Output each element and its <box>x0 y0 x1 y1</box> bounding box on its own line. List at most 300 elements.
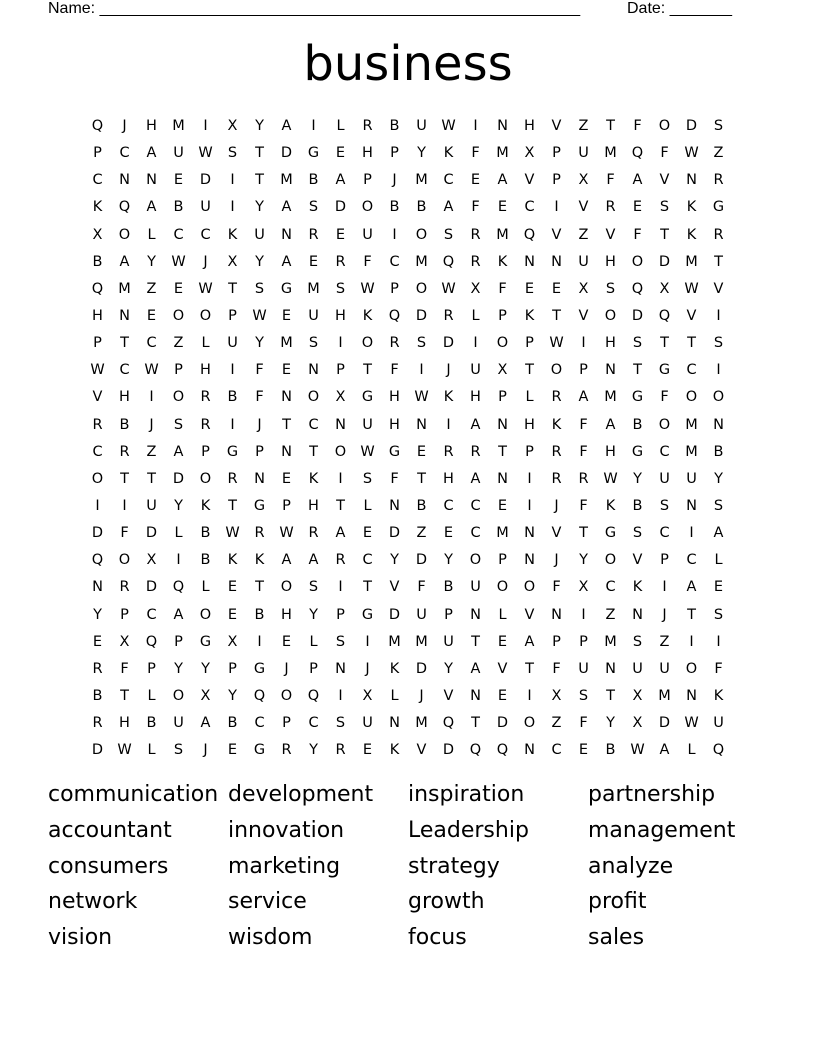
grid-letter: B <box>227 389 238 406</box>
grid-letter: A <box>335 525 346 542</box>
grid-letter: R <box>470 226 481 243</box>
grid-letter: T <box>147 470 156 487</box>
grid-letter: J <box>554 552 559 569</box>
grid-letter: R <box>308 226 319 243</box>
grid-letter: N <box>524 742 535 759</box>
word-list-item: service <box>228 889 307 915</box>
grid-letter: I <box>230 362 235 379</box>
grid-letter: N <box>524 525 535 542</box>
grid-letter: I <box>338 687 343 704</box>
grid-letter: M <box>496 525 509 542</box>
grid-letter: X <box>227 633 238 650</box>
grid-letter: D <box>496 715 509 732</box>
grid-letter: O <box>658 118 671 134</box>
grid-letter: A <box>281 552 292 569</box>
grid-letter: A <box>335 172 346 189</box>
grid-letter: O <box>118 552 131 569</box>
word-list-item: partnership <box>588 782 716 807</box>
grid-letter: E <box>227 606 238 623</box>
grid-letter: O <box>415 280 428 297</box>
grid-letter: K <box>632 579 643 596</box>
grid-letter: L <box>525 389 534 406</box>
word-list-item: marketing <box>228 853 341 879</box>
grid-letter: F <box>471 199 480 216</box>
grid-letter: N <box>497 470 508 487</box>
grid-letter: M <box>280 335 293 352</box>
grid-letter: R <box>335 253 346 270</box>
grid-letter: K <box>443 389 454 406</box>
grid-letter: T <box>255 145 264 162</box>
grid-letter: N <box>281 389 292 406</box>
grid-letter: V <box>551 525 562 542</box>
grid-letter: E <box>497 497 508 514</box>
grid-letter: U <box>308 307 319 324</box>
grid-letter: P <box>282 497 291 514</box>
grid-letter: W <box>225 525 240 542</box>
grid-letter: Y <box>444 660 453 677</box>
grid-letter: W <box>90 362 105 379</box>
grid-letter: M <box>685 416 698 433</box>
grid-letter: L <box>390 687 399 704</box>
grid-letter: I <box>122 497 127 514</box>
grid-letter: O <box>199 606 212 623</box>
grid-letter: Q <box>118 199 131 216</box>
grid-letter: G <box>253 742 266 759</box>
grid-letter: L <box>363 497 372 514</box>
grid-letter: O <box>604 552 617 569</box>
grid-letter: I <box>473 335 478 352</box>
word-list-item: communication <box>48 782 219 807</box>
grid-letter: C <box>443 172 454 189</box>
grid-letter: W <box>684 145 699 162</box>
grid-letter: P <box>552 633 561 650</box>
grid-letter: E <box>281 633 292 650</box>
grid-letter: S <box>335 715 346 732</box>
grid-letter: V <box>524 172 535 189</box>
grid-letter: E <box>308 253 319 270</box>
grid-letter: N <box>497 416 508 433</box>
grid-letter: M <box>415 715 428 732</box>
grid-letter: Q <box>91 552 104 569</box>
grid-letter: O <box>658 416 671 433</box>
grid-letter: O <box>361 199 374 216</box>
grid-letter: I <box>716 633 721 650</box>
grid-letter: T <box>471 633 480 650</box>
grid-letter: A <box>308 552 319 569</box>
grid-letter: E <box>551 280 562 297</box>
grid-letter: M <box>496 226 509 243</box>
grid-letter: W <box>360 443 375 460</box>
date-field-label: Date: _______ <box>627 0 732 17</box>
grid-letter: M <box>685 253 698 270</box>
grid-letter: L <box>687 742 696 759</box>
grid-letter: X <box>146 552 157 569</box>
grid-letter: P <box>93 335 102 352</box>
grid-letter: S <box>362 470 373 487</box>
grid-letter: R <box>551 470 562 487</box>
grid-letter: G <box>712 199 725 216</box>
grid-letter: A <box>470 660 481 677</box>
grid-letter: R <box>551 443 562 460</box>
grid-letter: S <box>308 335 319 352</box>
grid-letter: F <box>579 715 588 732</box>
grid-letter: I <box>716 307 721 324</box>
grid-letter: V <box>497 660 508 677</box>
grid-letter: F <box>255 389 264 406</box>
grid-letter: I <box>716 362 721 379</box>
grid-letter: H <box>281 606 292 623</box>
grid-letter: U <box>632 660 643 677</box>
grid-letter: B <box>119 416 130 433</box>
grid-letter: C <box>659 443 670 460</box>
word-list-item: wisdom <box>228 925 313 950</box>
word-list-item: accountant <box>48 817 172 843</box>
grid-letter: I <box>257 633 262 650</box>
grid-letter: S <box>713 118 724 134</box>
grid-letter: E <box>335 145 346 162</box>
grid-letter: S <box>659 199 670 216</box>
grid-letter: K <box>713 687 724 704</box>
grid-letter: U <box>362 715 373 732</box>
grid-letter: H <box>92 307 103 324</box>
grid-letter: E <box>173 280 184 297</box>
grid-letter: X <box>524 145 535 162</box>
grid-letter: Z <box>173 335 184 352</box>
grid-letter: S <box>713 497 724 514</box>
word-list-item: consumers <box>48 853 169 879</box>
grid-letter: F <box>120 660 129 677</box>
grid-letter: T <box>228 497 237 514</box>
grid-letter: K <box>92 199 103 216</box>
grid-letter: J <box>122 118 127 134</box>
grid-letter: S <box>713 335 724 352</box>
grid-letter: D <box>442 335 455 352</box>
grid-letter: D <box>388 606 401 623</box>
grid-letter: H <box>335 307 346 324</box>
grid-letter: S <box>335 633 346 650</box>
grid-letter: D <box>145 579 158 596</box>
grid-letter: B <box>416 199 427 216</box>
grid-letter: R <box>335 552 346 569</box>
grid-letter: J <box>284 660 289 677</box>
grid-letter: A <box>470 470 481 487</box>
name-field-label: Name: ______________________________________________________ <box>48 0 581 17</box>
grid-letter: Q <box>631 280 644 297</box>
grid-letter: T <box>579 525 588 542</box>
grid-letter: L <box>498 606 507 623</box>
grid-letter: C <box>470 525 481 542</box>
grid-letter: G <box>631 389 644 406</box>
grid-letter: W <box>414 389 429 406</box>
grid-letter: N <box>389 497 400 514</box>
grid-letter: F <box>579 416 588 433</box>
grid-letter: R <box>227 470 238 487</box>
grid-letter: S <box>227 145 238 162</box>
grid-letter: E <box>335 226 346 243</box>
grid-letter: J <box>203 253 208 270</box>
grid-letter: P <box>174 362 183 379</box>
grid-letter: B <box>389 118 400 134</box>
grid-letter: Z <box>146 280 157 297</box>
grid-letter: Q <box>496 742 509 759</box>
grid-letter: P <box>201 443 210 460</box>
grid-letter: S <box>713 606 724 623</box>
grid-letter: L <box>336 118 345 134</box>
grid-letter: O <box>280 687 293 704</box>
grid-letter: U <box>227 335 238 352</box>
grid-letter: X <box>119 633 130 650</box>
grid-letter: L <box>309 633 318 650</box>
grid-letter: R <box>443 443 454 460</box>
grid-letter: X <box>578 579 589 596</box>
grid-letter: W <box>279 525 294 542</box>
grid-letter: N <box>146 172 157 189</box>
grid-letter: O <box>604 307 617 324</box>
grid-letter: U <box>470 579 481 596</box>
grid-letter: V <box>416 742 427 759</box>
grid-letter: K <box>605 497 616 514</box>
grid-letter: Z <box>551 715 562 732</box>
grid-letter: Q <box>307 687 320 704</box>
grid-letter: W <box>198 145 213 162</box>
grid-letter: E <box>497 199 508 216</box>
grid-letter: F <box>390 362 399 379</box>
grid-letter: Q <box>523 226 536 243</box>
grid-letter: Z <box>605 606 616 623</box>
grid-letter: H <box>389 416 400 433</box>
grid-letter: W <box>198 280 213 297</box>
grid-letter: A <box>119 253 130 270</box>
grid-letter: A <box>632 172 643 189</box>
grid-letter: P <box>228 307 237 324</box>
grid-letter: X <box>632 715 643 732</box>
grid-letter: O <box>334 443 347 460</box>
grid-letter: P <box>336 362 345 379</box>
grid-letter: J <box>419 687 424 704</box>
grid-letter: P <box>525 335 534 352</box>
grid-letter: T <box>525 362 534 379</box>
grid-letter: V <box>551 118 562 134</box>
grid-letter: N <box>470 606 481 623</box>
grid-letter: C <box>443 497 454 514</box>
grid-letter: O <box>280 579 293 596</box>
grid-letter: M <box>280 172 293 189</box>
grid-letter: M <box>604 145 617 162</box>
grid-letter: J <box>365 660 370 677</box>
grid-letter: R <box>92 416 103 433</box>
grid-letter: E <box>443 525 454 542</box>
grid-letter: V <box>713 280 724 297</box>
grid-letter: X <box>632 687 643 704</box>
grid-letter: E <box>92 633 103 650</box>
grid-letter: V <box>686 307 697 324</box>
grid-letter: N <box>416 416 427 433</box>
grid-letter: Y <box>417 145 426 162</box>
grid-letter: N <box>92 579 103 596</box>
grid-letter: H <box>389 389 400 406</box>
grid-letter: T <box>714 253 723 270</box>
grid-letter: M <box>307 280 320 297</box>
grid-letter: H <box>200 362 211 379</box>
grid-letter: H <box>308 497 319 514</box>
grid-letter: H <box>605 335 616 352</box>
word-list-item: development <box>228 782 374 807</box>
grid-letter: Y <box>201 660 210 677</box>
grid-letter: W <box>603 470 618 487</box>
grid-letter: I <box>473 118 478 134</box>
grid-letter: R <box>200 416 211 433</box>
word-list-item: innovation <box>228 817 345 843</box>
grid-letter: D <box>91 742 104 759</box>
grid-letter: I <box>176 552 181 569</box>
grid-letter: S <box>308 199 319 216</box>
grid-letter: W <box>549 335 564 352</box>
grid-letter: C <box>173 226 184 243</box>
grid-letter: S <box>335 280 346 297</box>
grid-letter: C <box>146 335 157 352</box>
grid-letter: D <box>658 253 671 270</box>
grid-letter: N <box>551 253 562 270</box>
grid-letter: N <box>389 715 400 732</box>
grid-letter: U <box>443 633 454 650</box>
letter-grid <box>84 113 732 764</box>
grid-letter: P <box>498 307 507 324</box>
grid-letter: U <box>578 145 589 162</box>
grid-letter: L <box>147 687 156 704</box>
grid-letter: I <box>419 362 424 379</box>
grid-letter: A <box>686 579 697 596</box>
grid-letter: O <box>118 226 131 243</box>
grid-letter: L <box>201 335 210 352</box>
grid-letter: R <box>605 199 616 216</box>
grid-letter: K <box>443 145 454 162</box>
grid-letter: P <box>498 389 507 406</box>
grid-letter: N <box>281 226 292 243</box>
grid-letter: D <box>685 118 698 134</box>
grid-letter: V <box>443 687 454 704</box>
grid-letter: E <box>173 172 184 189</box>
grid-letter: G <box>280 280 293 297</box>
grid-letter: R <box>119 443 130 460</box>
grid-letter: D <box>415 552 428 569</box>
grid-letter: F <box>660 389 669 406</box>
grid-letter: K <box>686 199 697 216</box>
grid-letter: O <box>91 470 104 487</box>
grid-letter: M <box>415 172 428 189</box>
grid-letter: I <box>446 416 451 433</box>
grid-letter: N <box>605 660 616 677</box>
grid-letter: Y <box>633 470 642 487</box>
grid-letter: T <box>660 335 669 352</box>
grid-letter: Y <box>255 118 264 134</box>
grid-letter: I <box>230 416 235 433</box>
grid-letter: M <box>496 145 509 162</box>
grid-letter: B <box>443 579 454 596</box>
grid-letter: P <box>390 280 399 297</box>
grid-letter: K <box>227 226 238 243</box>
grid-letter: H <box>362 145 373 162</box>
grid-letter: M <box>415 633 428 650</box>
grid-letter: F <box>633 118 642 134</box>
grid-letter: E <box>497 687 508 704</box>
grid-letter: U <box>470 362 481 379</box>
grid-letter: Q <box>712 742 725 759</box>
grid-letter: T <box>255 579 264 596</box>
grid-letter: W <box>684 280 699 297</box>
grid-letter: E <box>578 742 589 759</box>
grid-letter: Q <box>469 742 482 759</box>
grid-letter: Y <box>147 253 156 270</box>
grid-letter: T <box>471 715 480 732</box>
grid-letter: Y <box>309 742 318 759</box>
grid-letter: Q <box>91 118 104 134</box>
grid-letter: R <box>389 335 400 352</box>
grid-letter: B <box>254 606 265 623</box>
grid-letter: N <box>497 118 508 134</box>
grid-letter: M <box>172 118 185 134</box>
word-list-item: inspiration <box>408 782 525 807</box>
grid-letter: W <box>441 280 456 297</box>
grid-letter: B <box>173 199 184 216</box>
grid-letter: S <box>416 335 427 352</box>
grid-letter: I <box>338 579 343 596</box>
grid-letter: W <box>630 742 645 759</box>
grid-letter: U <box>659 660 670 677</box>
grid-letter: S <box>659 497 670 514</box>
grid-letter: V <box>605 226 616 243</box>
grid-letter: T <box>606 118 615 134</box>
grid-letter: U <box>578 660 589 677</box>
grid-letter: L <box>174 525 183 542</box>
grid-letter: N <box>281 443 292 460</box>
grid-letter: E <box>281 362 292 379</box>
grid-letter: O <box>685 389 698 406</box>
grid-letter: C <box>308 416 319 433</box>
grid-letter: F <box>579 497 588 514</box>
grid-letter: V <box>524 606 535 623</box>
grid-letter: T <box>336 497 345 514</box>
grid-letter: H <box>605 443 616 460</box>
grid-letter: Y <box>174 660 183 677</box>
grid-letter: G <box>226 443 239 460</box>
grid-letter: F <box>417 579 426 596</box>
grid-letter: C <box>551 742 562 759</box>
grid-letter: R <box>713 172 724 189</box>
grid-letter: C <box>605 579 616 596</box>
grid-letter: S <box>632 633 643 650</box>
grid-letter: N <box>632 606 643 623</box>
grid-letter: F <box>120 525 129 542</box>
grid-letter: K <box>254 552 265 569</box>
grid-letter: G <box>604 525 617 542</box>
grid-letter: R <box>92 715 103 732</box>
grid-letter: M <box>685 443 698 460</box>
grid-letter: P <box>552 172 561 189</box>
grid-letter: X <box>227 253 238 270</box>
grid-letter: X <box>659 280 670 297</box>
grid-letter: D <box>280 145 293 162</box>
grid-letter: S <box>308 579 319 596</box>
grid-letter: R <box>119 579 130 596</box>
grid-letter: A <box>470 416 481 433</box>
word-list-item: growth <box>408 889 485 915</box>
grid-letter: M <box>118 280 131 297</box>
grid-letter: E <box>146 307 157 324</box>
grid-letter: P <box>363 172 372 189</box>
grid-letter: X <box>497 362 508 379</box>
grid-letter: A <box>497 172 508 189</box>
grid-letter: Z <box>578 118 589 134</box>
